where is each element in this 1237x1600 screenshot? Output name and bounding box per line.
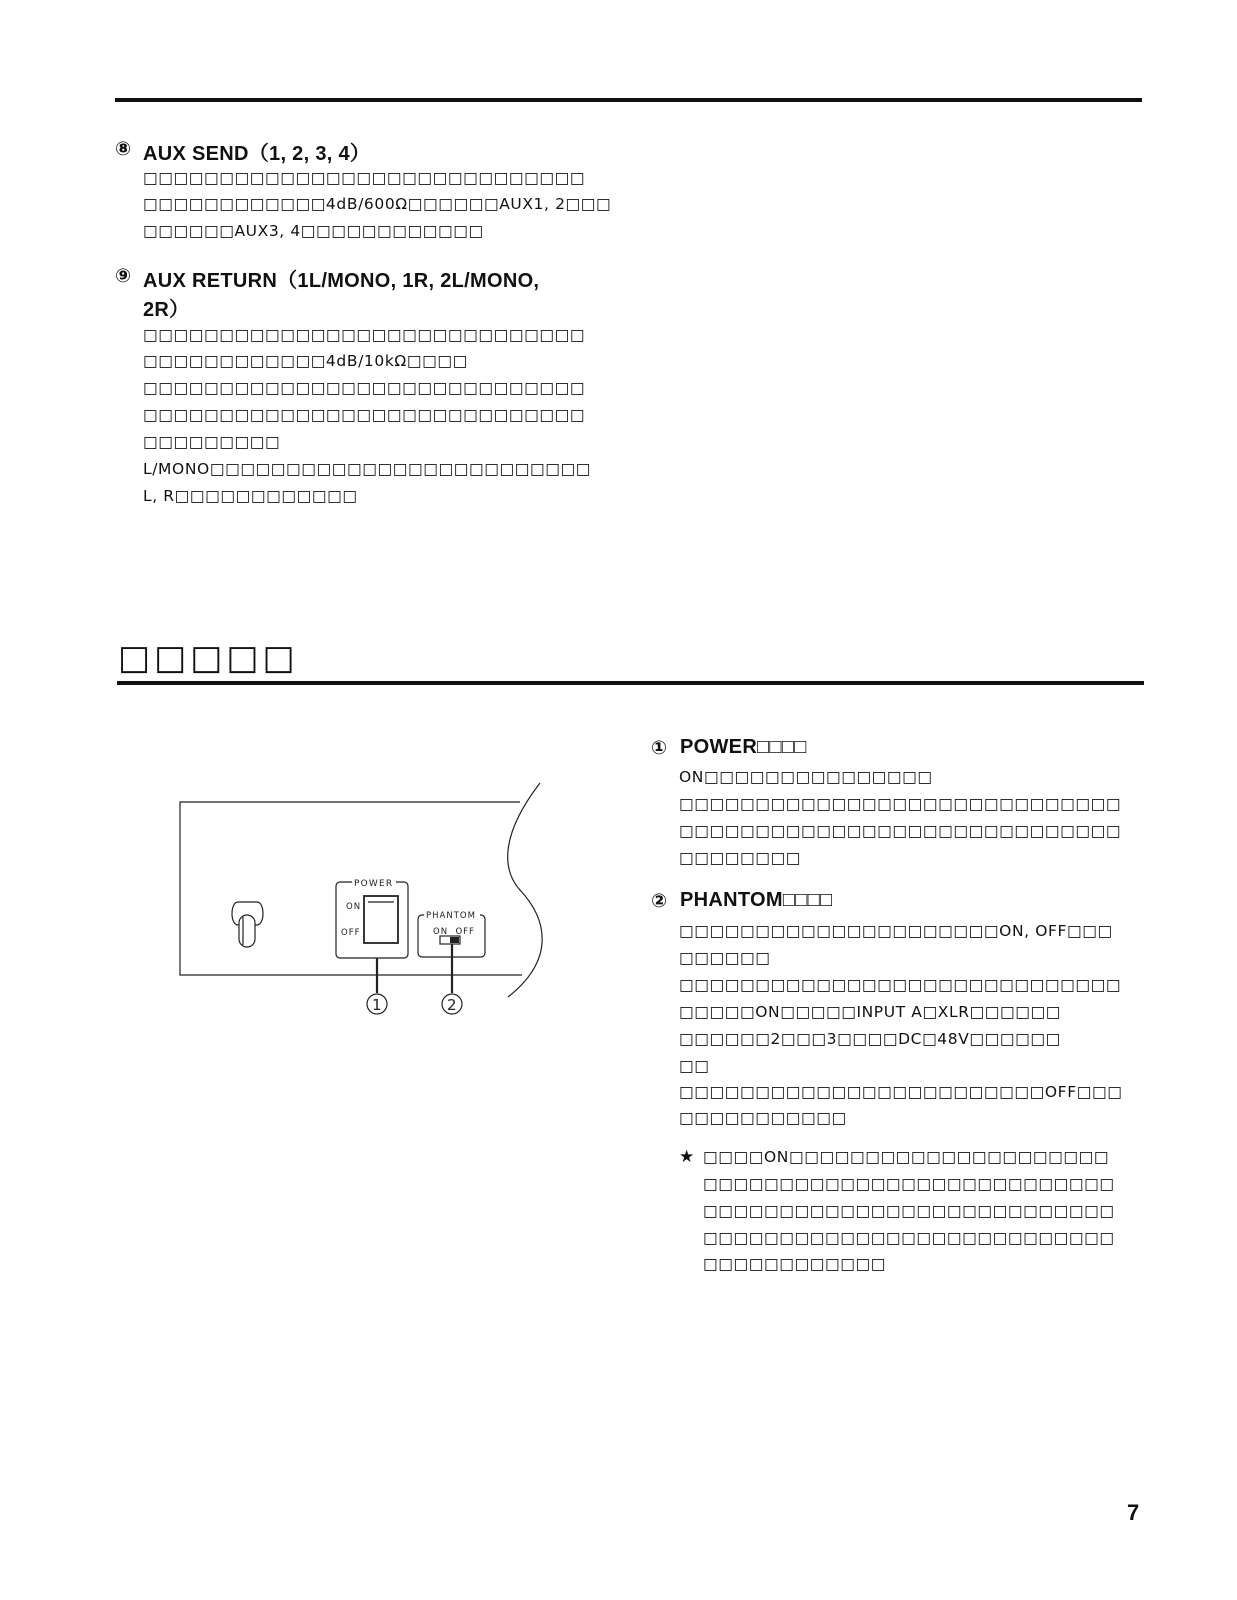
power-line: □□□□□□□□□□□□□□□□□□□□□□□□□□□□□ — [679, 795, 1122, 813]
page-number: 7 — [1127, 1500, 1140, 1525]
phantom-line: □□ — [679, 1057, 710, 1075]
phantom-line: □□□□□ON□□□□□INPUT A□XLR□□□□□□ — [679, 1003, 1062, 1021]
star-icon: ★ — [679, 1147, 695, 1167]
phantom-note-line: □□□□ON□□□□□□□□□□□□□□□□□□□□□ — [703, 1148, 1110, 1166]
section-rule — [117, 681, 1144, 685]
rear-panel-diagram — [170, 775, 560, 1025]
power-label: POWER — [354, 879, 394, 889]
power-line: □□□□□□□□□□□□□□□□□□□□□□□□□□□□□ — [679, 822, 1122, 840]
phantom-line: □□□□□□□□□□□□□□□□□□□□□□□□OFF□□□ — [679, 1083, 1123, 1101]
aux-return-line: □□□□□□□□□□□□□□□□□□□□□□□□□□□□□ — [143, 406, 586, 424]
aux-return-line: L, R□□□□□□□□□□□□ — [143, 487, 358, 505]
cable-clamp-icon — [232, 902, 263, 947]
aux-send-line: □□□□□□□□□□□□4dB/600Ω□□□□□□AUX1, 2□□□ — [143, 195, 612, 213]
phantom-note-line: □□□□□□□□□□□□ — [703, 1255, 886, 1273]
aux-send-title: AUX SEND（1, 2, 3, 4） — [143, 143, 371, 165]
phantom-line: □□□□□□ — [679, 949, 771, 967]
panel-outline — [180, 802, 522, 975]
callout-1: 1 — [372, 996, 382, 1014]
power-line: ON□□□□□□□□□□□□□□□ — [679, 768, 933, 786]
phantom-line: □□□□□□□□□□□□□□□□□□□□□ON, OFF□□□ — [679, 922, 1113, 940]
phantom-marker: ② — [651, 890, 668, 912]
on-label: ON — [346, 902, 362, 912]
aux-return-title-line1: AUX RETURN（1L/MONO, 1R, 2L/MONO, — [143, 270, 540, 292]
phantom-line: □□□□□□2□□□3□□□□DC□48V□□□□□□ — [679, 1030, 1061, 1048]
phantom-label: PHANTOM — [426, 911, 476, 921]
aux-return-line: □□□□□□□□□□□□□□□□□□□□□□□□□□□□□ — [143, 326, 586, 344]
phantom-line: □□□□□□□□□□□□□□□□□□□□□□□□□□□□□ — [679, 976, 1122, 994]
aux-send-line: □□□□□□AUX3, 4□□□□□□□□□□□□ — [143, 222, 484, 240]
power-rocker-button — [364, 896, 398, 943]
power-title: POWER□□□□ — [680, 736, 807, 758]
aux-return-line: □□□□□□□□□□□□4dB/10kΩ□□□□ — [143, 352, 468, 370]
aux-return-marker: ⑨ — [115, 265, 132, 287]
aux-return-line: L/MONO□□□□□□□□□□□□□□□□□□□□□□□□□ — [143, 460, 591, 478]
off-label: OFF — [341, 928, 361, 938]
callout-2: 2 — [447, 996, 457, 1014]
phantom-line: □□□□□□□□□□□ — [679, 1109, 847, 1127]
aux-send-marker: ⑧ — [115, 138, 132, 160]
phantom-note-line: □□□□□□□□□□□□□□□□□□□□□□□□□□□ — [703, 1229, 1115, 1247]
power-line: □□□□□□□□ — [679, 849, 801, 867]
phantom-title: PHANTOM□□□□ — [680, 889, 833, 911]
phantom-note-line: □□□□□□□□□□□□□□□□□□□□□□□□□□□ — [703, 1202, 1115, 1220]
section-heading: □□□□□ — [118, 638, 299, 678]
power-marker: ① — [651, 737, 668, 759]
panel-cut-edge — [508, 783, 542, 997]
top-rule — [115, 98, 1142, 102]
phantom-note-line: □□□□□□□□□□□□□□□□□□□□□□□□□□□ — [703, 1175, 1115, 1193]
aux-return-title-line2: 2R） — [143, 299, 190, 321]
phantom-on-off-label: ON OFF — [433, 927, 475, 937]
aux-send-line: □□□□□□□□□□□□□□□□□□□□□□□□□□□□□ — [143, 169, 586, 187]
aux-return-line: □□□□□□□□□ — [143, 433, 281, 451]
aux-return-line: □□□□□□□□□□□□□□□□□□□□□□□□□□□□□ — [143, 379, 586, 397]
